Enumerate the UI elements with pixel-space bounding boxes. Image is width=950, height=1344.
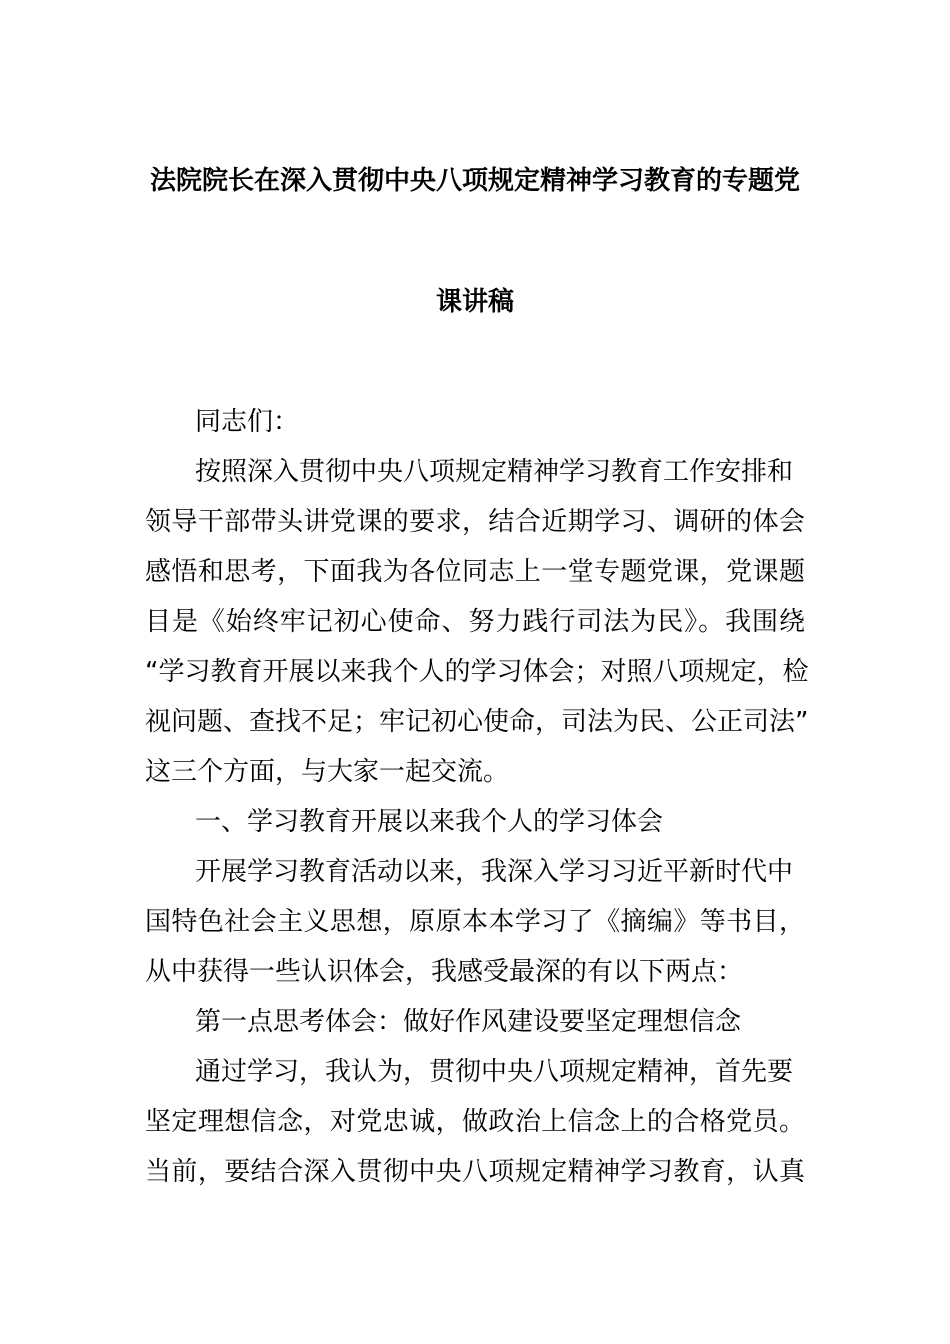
- subsection-heading: 第一点思考体会：做好作风建设要坚定理想信念: [195, 1007, 742, 1037]
- paragraph-line: 国特色社会主义思想，原原本本学习了《摘编》等书目，: [145, 907, 805, 937]
- paragraph-line: 通过学习，我认为，贯彻中央八项规定精神，首先要: [195, 1057, 794, 1087]
- paragraph-line: 坚定理想信念，对党忠诚，做政治上信念上的合格党员。: [145, 1107, 805, 1137]
- paragraph-line: 开展学习教育活动以来，我深入学习习近平新时代中: [195, 857, 794, 887]
- paragraph-line: 感悟和思考，下面我为各位同志上一堂专题党课，党课题: [145, 557, 805, 587]
- paragraph-line: 从中获得一些认识体会，我感受最深的有以下两点：: [145, 957, 744, 987]
- paragraph-line: 领导干部带头讲党课的要求，结合近期学习、调研的体会: [145, 507, 805, 537]
- paragraph-line: “学习教育开展以来我个人的学习体会；对照八项规定，检: [145, 657, 809, 687]
- salutation: 同志们：: [195, 407, 300, 437]
- document-title-line-1: 法院院长在深入贯彻中央八项规定精神学习教育的专题党: [149, 166, 800, 196]
- paragraph-line: 按照深入贯彻中央八项规定精神学习教育工作安排和: [195, 457, 794, 487]
- paragraph-line: 目是《始终牢记初心使命、努力践行司法为民》。我围绕: [145, 607, 805, 637]
- paragraph-line: 当前，要结合深入贯彻中央八项规定精神学习教育，认真: [145, 1157, 805, 1187]
- section-heading: 一、学习教育开展以来我个人的学习体会: [195, 807, 664, 837]
- paragraph-line: 这三个方面，与大家一起交流。: [145, 757, 510, 787]
- paragraph-line: 视问题、查找不足；牢记初心使命，司法为民、公正司法”: [145, 707, 809, 737]
- document-title-line-2: 课讲稿: [435, 287, 514, 317]
